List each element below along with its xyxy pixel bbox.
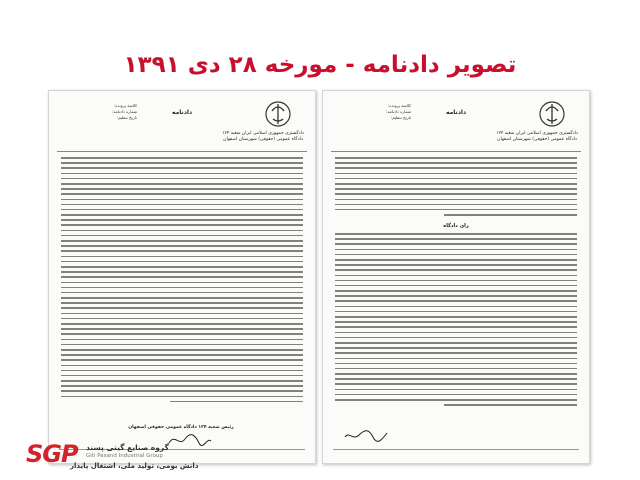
text-line xyxy=(335,337,577,339)
text-line xyxy=(335,183,577,185)
text-line xyxy=(61,193,303,195)
text-line xyxy=(61,214,303,216)
text-line xyxy=(335,285,577,287)
text-line xyxy=(61,344,303,346)
text-line xyxy=(61,313,303,315)
judge-signature-label: رئیس شعبه ۱۲۴ دادگاه عمومی حقوقی اصفهان xyxy=(128,425,234,430)
text-line xyxy=(61,183,303,185)
case-meta-line: شماره دادنامه: xyxy=(112,109,137,114)
text-line xyxy=(335,399,577,401)
text-line xyxy=(61,256,303,258)
verdict-body-text xyxy=(61,157,303,406)
verdict-body-text xyxy=(335,233,577,409)
case-summary-text xyxy=(335,157,577,219)
text-line xyxy=(61,250,303,252)
text-line xyxy=(61,271,303,273)
text-line xyxy=(61,318,303,320)
text-line xyxy=(61,333,303,335)
text-line xyxy=(61,230,303,232)
verdict-page-right xyxy=(322,90,590,464)
text-line xyxy=(335,352,577,354)
text-line xyxy=(335,162,577,164)
text-line xyxy=(61,157,303,159)
text-line xyxy=(61,328,303,330)
text-line xyxy=(335,243,577,245)
footer-divider xyxy=(333,449,579,450)
org-header: دادگستری جمهوری اسلامی ایران شعبه ۱۲۴ دادگاه عمومی (حقوقی) شهرستان اصفهان xyxy=(222,131,304,142)
text-line xyxy=(335,389,577,391)
org-header: دادگستری جمهوری اسلامی ایران شعبه ۱۲۴ دادگاه عمومی (حقوقی) شهرستان اصفهان xyxy=(496,131,578,142)
slide-title: تصویر دادنامه - مورخه ۲۸ دی ۱۳۹۱ xyxy=(123,52,517,78)
case-meta-line: کلاسه پرونده: xyxy=(114,103,137,108)
text-line xyxy=(61,188,303,190)
text-line xyxy=(61,396,303,398)
text-line xyxy=(335,233,577,235)
verdict-heading: رای دادگاه xyxy=(443,223,469,229)
text-line xyxy=(61,209,303,211)
text-line xyxy=(335,332,577,334)
text-line xyxy=(335,259,577,261)
case-meta-line: شماره دادنامه: xyxy=(386,109,411,114)
text-line xyxy=(335,321,577,323)
header-divider xyxy=(57,151,307,152)
text-line xyxy=(61,297,303,299)
text-line xyxy=(335,358,577,360)
company-slogan: دانش بومی، تولید ملی، اشتغال پایدار xyxy=(70,462,199,470)
text-line xyxy=(61,224,303,226)
text-line xyxy=(61,261,303,263)
text-line xyxy=(335,373,577,375)
text-line xyxy=(335,204,577,206)
text-line xyxy=(61,323,303,325)
text-line xyxy=(335,199,577,201)
company-name-en: Giti Pasand Industrial Group xyxy=(86,453,163,459)
text-line xyxy=(335,178,577,180)
text-line xyxy=(61,375,303,377)
text-line xyxy=(61,385,303,387)
case-meta-line: تاریخ تنظیم: xyxy=(116,115,137,120)
document-label: دادنامه xyxy=(445,109,467,116)
text-line xyxy=(335,280,577,282)
text-line xyxy=(61,282,303,284)
text-line xyxy=(335,368,577,370)
text-line xyxy=(61,380,303,382)
text-line xyxy=(335,167,577,169)
case-meta-line: تاریخ تنظیم: xyxy=(390,115,411,120)
text-line xyxy=(61,370,303,372)
text-line xyxy=(335,300,577,302)
text-line xyxy=(61,245,303,247)
text-line xyxy=(444,404,577,406)
text-line xyxy=(335,290,577,292)
text-line xyxy=(61,204,303,206)
text-line xyxy=(335,347,577,349)
text-line xyxy=(61,240,303,242)
text-line xyxy=(335,209,577,211)
text-line xyxy=(61,302,303,304)
text-line xyxy=(170,401,303,403)
document-label: دادنامه xyxy=(171,109,193,116)
text-line xyxy=(335,378,577,380)
text-line xyxy=(61,199,303,201)
text-line xyxy=(335,269,577,271)
case-meta-line: کلاسه پرونده: xyxy=(388,103,411,108)
text-line xyxy=(61,390,303,392)
text-line xyxy=(61,178,303,180)
text-line xyxy=(61,292,303,294)
text-line xyxy=(335,295,577,297)
text-line xyxy=(61,276,303,278)
text-line xyxy=(335,275,577,277)
text-line xyxy=(335,316,577,318)
company-name: گروه صنایع گیتی پسند xyxy=(86,443,169,452)
text-line xyxy=(61,266,303,268)
text-line xyxy=(335,363,577,365)
text-line xyxy=(335,306,577,308)
text-line xyxy=(61,167,303,169)
text-line xyxy=(335,394,577,396)
text-line xyxy=(335,383,577,385)
text-line xyxy=(61,339,303,341)
text-line xyxy=(335,238,577,240)
text-line xyxy=(335,157,577,159)
text-line xyxy=(335,249,577,251)
text-line xyxy=(61,287,303,289)
signature-icon xyxy=(343,427,389,445)
text-line xyxy=(61,173,303,175)
text-line xyxy=(335,326,577,328)
text-line xyxy=(335,264,577,266)
text-line xyxy=(61,219,303,221)
text-line xyxy=(335,254,577,256)
text-line xyxy=(335,342,577,344)
text-line xyxy=(335,173,577,175)
text-line xyxy=(61,349,303,351)
logo-mark: SGP xyxy=(26,440,78,468)
header-divider xyxy=(331,151,581,152)
text-line xyxy=(61,365,303,367)
text-line xyxy=(335,311,577,313)
text-line xyxy=(444,214,577,216)
company-logo xyxy=(26,440,226,474)
text-line xyxy=(61,354,303,356)
verdict-page-left xyxy=(48,90,316,464)
text-line xyxy=(61,235,303,237)
text-line xyxy=(335,188,577,190)
text-line xyxy=(61,162,303,164)
text-line xyxy=(335,193,577,195)
text-line xyxy=(61,307,303,309)
text-line xyxy=(61,359,303,361)
